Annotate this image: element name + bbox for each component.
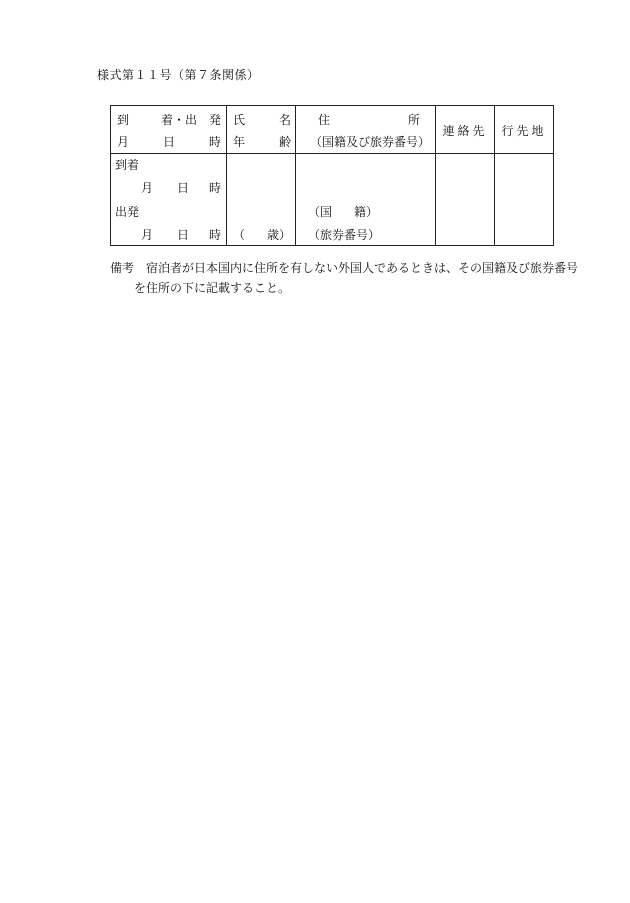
- header-address-label-a: 住: [318, 113, 331, 127]
- header-arrival-label: 到: [117, 113, 130, 127]
- remark-line-1: 備考 宿泊者が日本国内に住所を有しない外国人であるときは、その国籍及び旅券番号: [110, 261, 579, 275]
- nationality-open-label: （国: [308, 205, 333, 219]
- arrival-label: 到着: [115, 158, 140, 172]
- header-contact-label: 連絡先: [442, 124, 488, 138]
- header-hour-label: 時: [209, 135, 222, 149]
- header-arrival-departure-label: 着・出: [161, 113, 198, 127]
- header-name-age-cell: [227, 106, 296, 154]
- header-age-label-a: 年: [233, 135, 246, 149]
- header-day-label: 日: [163, 135, 176, 149]
- header-month-label: 月: [117, 135, 130, 149]
- header-name-label-a: 氏: [233, 113, 246, 127]
- entry-contact-cell[interactable]: [436, 154, 495, 246]
- arrival-hour-label: 時: [209, 181, 222, 195]
- header-destination-label: 行先地: [501, 124, 547, 138]
- entry-destination-cell[interactable]: [495, 154, 554, 246]
- departure-label: 出発: [115, 205, 140, 219]
- entry-arrival-departure-cell[interactable]: [111, 154, 227, 246]
- entry-address-cell[interactable]: [296, 154, 436, 246]
- nationality-close-label: 籍）: [354, 205, 379, 219]
- entry-name-age-cell[interactable]: [227, 154, 296, 246]
- header-row: [111, 106, 554, 154]
- registration-table: [110, 105, 554, 246]
- header-contact-cell: [436, 106, 495, 154]
- header-age-label-b: 齢: [279, 135, 292, 149]
- remark-note: [110, 258, 579, 298]
- header-nationality-passport-label: （国籍及び旅券番号）: [310, 135, 431, 149]
- header-arrival-departure-cell: [111, 106, 227, 154]
- header-name-label-b: 名: [279, 113, 292, 127]
- departure-hour-label: 時: [209, 228, 222, 242]
- departure-month-label: 月: [141, 228, 154, 242]
- arrival-day-label: 日: [177, 181, 190, 195]
- arrival-month-label: 月: [141, 181, 154, 195]
- entry-row: [111, 154, 554, 246]
- header-destination-cell: [495, 106, 554, 154]
- header-departure-label: 発: [209, 113, 222, 127]
- header-address-label-b: 所: [408, 113, 421, 127]
- form-title: 様式第１１号（第７条関係）: [97, 68, 260, 82]
- age-close-label: 歳）: [267, 228, 292, 242]
- remark-line-2: を住所の下に記載すること。: [134, 281, 291, 295]
- passport-number-label: （旅券番号）: [308, 228, 381, 242]
- departure-day-label: 日: [177, 228, 190, 242]
- age-open-paren: （: [233, 228, 246, 242]
- header-address-cell: [296, 106, 436, 154]
